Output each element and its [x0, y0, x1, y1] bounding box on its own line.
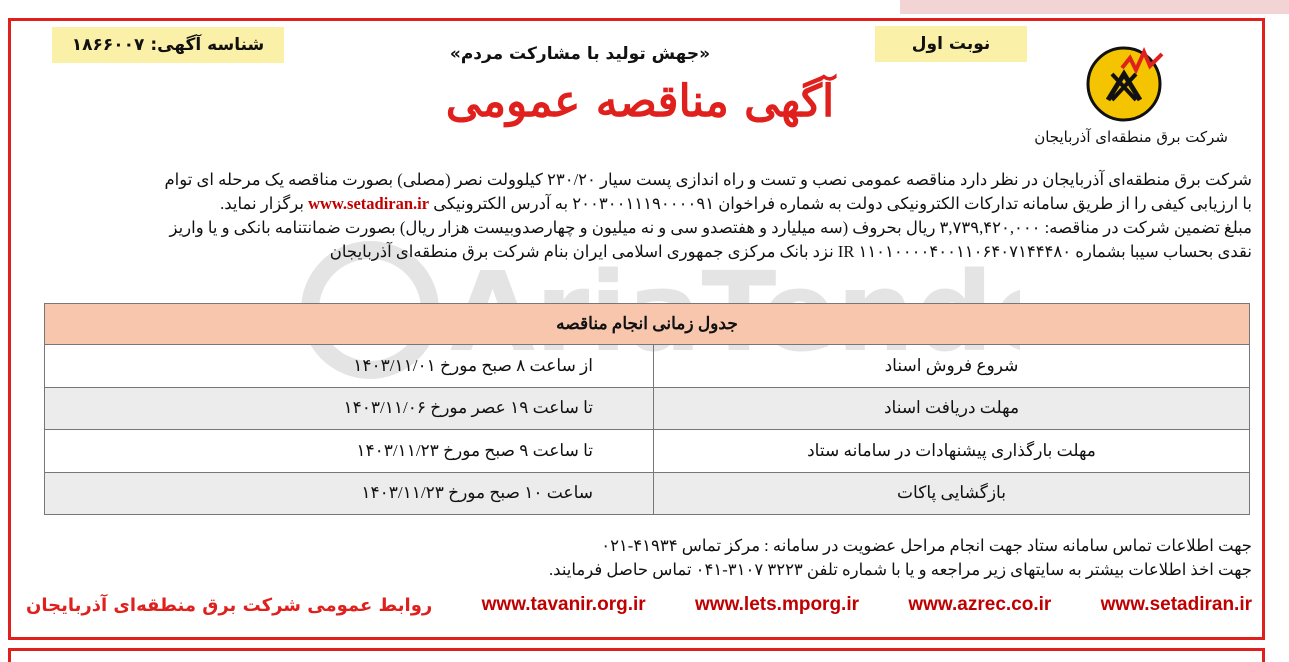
top-decoration: [900, 0, 1289, 14]
body-line-1: شرکت برق منطقه‌ای آذربایجان در نظر دارد مناقصه عمومی نصب و تست و راه اندازی پست سیار ۲۳۰/۲۰ کیلوولت نصر (مصلی) بصورت مناقصه یک مرحله ای توام: [164, 170, 1252, 189]
public-relations-signature: روابط عمومی شرکت برق منطقه‌ای آذربایجان: [26, 594, 433, 616]
body-line-2-text: با ارزیابی کیفی را از طریق سامانه تدارکات الکترونیکی دولت به شماره فراخوان ۲۰۰۳۰۰۱۱۱۹۰۰۰۰۹۱ به آدرس الکترونیکی: [433, 194, 1252, 213]
round-badge: نوبت اول: [875, 26, 1027, 62]
company-caption: شرکت برق منطقه‌ای آذربایجان: [1034, 128, 1228, 146]
table-row: [45, 472, 1250, 515]
schedule-label: شروع فروش اسناد: [654, 345, 1250, 388]
page-title: آگهی مناقصه عمومی: [445, 76, 835, 127]
next-ad-frame: [8, 648, 1265, 662]
body-line-4: نقدی بحساب سیبا بشماره IR ۱۱۰۱۰۰۰۰۴۰۰۱۱۰۶۴۰۷۱۴۴۴۸۰ نزد بانک مرکزی جمهوری اسلامی ایران بنام شرکت برق منطقه‌ای آذربایجان: [329, 242, 1252, 261]
contact-info: [30, 534, 1252, 582]
schedule-value: ساعت ۱۰ صبح مورخ ۱۴۰۳/۱۱/۲۳: [45, 472, 654, 515]
contact-line-2: جهت اخذ اطلاعات بیشتر به سایتهای زیر مراجعه و یا با شماره تلفن ۳۲۲۳ ۳۱۰۷-۰۴۱ تماس حاصل فرمایند.: [549, 560, 1252, 579]
table-row: [45, 387, 1250, 430]
site-link-azrec[interactable]: www.azrec.co.ir: [908, 594, 1052, 615]
schedule-label: مهلت دریافت اسناد: [654, 387, 1250, 430]
site-link-tavanir[interactable]: www.tavanir.org.ir: [481, 594, 646, 615]
site-link-setadiran[interactable]: www.setadiran.ir: [1100, 594, 1252, 615]
table-row: [45, 345, 1250, 388]
schedule-label: مهلت بارگذاری پیشنهادات در سامانه ستاد: [654, 430, 1250, 473]
setadiran-link[interactable]: www.setadiran.ir: [308, 194, 430, 213]
body-line-2-end: برگزار نماید.: [220, 194, 304, 213]
contact-line-1: جهت اطلاعات تماس سامانه ستاد جهت انجام مراحل عضویت در سامانه : مرکز تماس ۴۱۹۳۴-۰۲۱: [601, 536, 1252, 555]
body-line-2: [30, 192, 1252, 216]
schedule-header-row: [45, 304, 1250, 345]
body-line-3: مبلغ تضمین شرکت در مناقصه: ۳,۷۳۹,۴۲۰,۰۰۰ ریال بحروف (سه میلیارد و هفتصدو سی و نه میلیون و چهارصدوبیست هزار ریال) بصورت ضمانتنامه بانکی و یا واریز: [169, 218, 1252, 237]
schedule-title: جدول زمانی انجام مناقصه: [45, 304, 1250, 345]
announcement-body: [30, 168, 1252, 264]
schedule-value: از ساعت ۸ صبح مورخ ۱۴۰۳/۱۱/۰۱: [45, 345, 654, 388]
site-link-lets[interactable]: www.lets.mporg.ir: [695, 594, 860, 615]
schedule-value: تا ساعت ۱۹ عصر مورخ ۱۴۰۳/۱۱/۰۶: [45, 387, 654, 430]
schedule-label: بازگشایی پاکات: [654, 472, 1250, 515]
ad-id-badge: شناسه آگهی: ۱۸۶۶۰۰۷: [52, 27, 284, 63]
company-logo-icon: [1078, 44, 1170, 124]
schedule-value: تا ساعت ۹ صبح مورخ ۱۴۰۳/۱۱/۲۳: [45, 430, 654, 473]
slogan: «جهش تولید با مشارکت مردم»: [449, 44, 711, 64]
schedule-table: [44, 303, 1250, 515]
footer-links: [26, 594, 1252, 616]
table-row: [45, 430, 1250, 473]
